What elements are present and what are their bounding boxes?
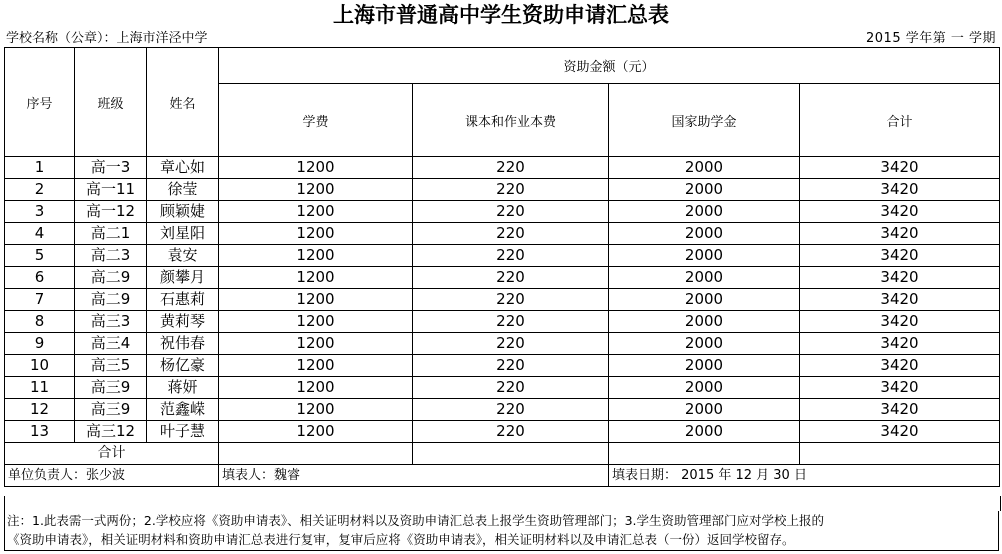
table-row bbox=[5, 267, 1000, 289]
table-row bbox=[5, 311, 1000, 333]
cell-total: 3420 bbox=[800, 399, 1000, 421]
cell-name: 徐莹 bbox=[147, 179, 219, 201]
cell-name: 颜攀月 bbox=[147, 267, 219, 289]
cell-tuition: 1200 bbox=[219, 267, 413, 289]
subsidy-table bbox=[4, 47, 1000, 487]
term-info: 2015 学年第 一 学期 bbox=[866, 31, 996, 46]
table-row bbox=[5, 333, 1000, 355]
cell-tuition: 1200 bbox=[219, 311, 413, 333]
cell-class: 高三4 bbox=[75, 333, 147, 355]
cell-seq: 7 bbox=[5, 289, 75, 311]
header-name: 姓名 bbox=[147, 48, 219, 157]
cell-class: 高三9 bbox=[75, 399, 147, 421]
cell-grant: 2000 bbox=[609, 267, 800, 289]
cell-seq: 9 bbox=[5, 333, 75, 355]
total-books bbox=[413, 443, 609, 465]
cell-name: 袁安 bbox=[147, 245, 219, 267]
total-sum bbox=[800, 443, 1000, 465]
cell-books: 220 bbox=[413, 421, 609, 443]
cell-grant: 2000 bbox=[609, 377, 800, 399]
cell-name: 顾颖婕 bbox=[147, 201, 219, 223]
table-row bbox=[5, 377, 1000, 399]
spacer-row bbox=[4, 496, 1001, 511]
cell-grant: 2000 bbox=[609, 333, 800, 355]
cell-name: 刘星阳 bbox=[147, 223, 219, 245]
table-row bbox=[5, 201, 1000, 223]
cell-seq: 1 bbox=[5, 157, 75, 179]
form-title: 上海市普通高中学生资助申请汇总表 bbox=[333, 2, 669, 27]
cell-books: 220 bbox=[413, 377, 609, 399]
cell-grant: 2000 bbox=[609, 201, 800, 223]
cell-class: 高二1 bbox=[75, 223, 147, 245]
header-class: 班级 bbox=[75, 48, 147, 157]
cell-tuition: 1200 bbox=[219, 421, 413, 443]
cell-total: 3420 bbox=[800, 179, 1000, 201]
cell-seq: 8 bbox=[5, 311, 75, 333]
cell-books: 220 bbox=[413, 179, 609, 201]
cell-class: 高一11 bbox=[75, 179, 147, 201]
cell-total: 3420 bbox=[800, 355, 1000, 377]
cell-tuition: 1200 bbox=[219, 333, 413, 355]
table-row bbox=[5, 399, 1000, 421]
cell-books: 220 bbox=[413, 399, 609, 421]
cell-name: 章心如 bbox=[147, 157, 219, 179]
school-name: 上海市洋泾中学 bbox=[116, 31, 208, 46]
cell-tuition: 1200 bbox=[219, 399, 413, 421]
cell-class: 高二9 bbox=[75, 267, 147, 289]
cell-seq: 3 bbox=[5, 201, 75, 223]
cell-total: 3420 bbox=[800, 333, 1000, 355]
cell-books: 220 bbox=[413, 223, 609, 245]
cell-class: 高二3 bbox=[75, 245, 147, 267]
header-amount-group: 资助金额（元） bbox=[219, 48, 1000, 84]
cell-class: 高二9 bbox=[75, 289, 147, 311]
cell-books: 220 bbox=[413, 157, 609, 179]
school-label: 学校名称（公章）： bbox=[6, 31, 117, 46]
cell-total: 3420 bbox=[800, 311, 1000, 333]
cell-name: 黄莉琴 bbox=[147, 311, 219, 333]
cell-name: 石惠莉 bbox=[147, 289, 219, 311]
cell-name: 祝伟春 bbox=[147, 333, 219, 355]
total-grant bbox=[609, 443, 800, 465]
cell-tuition: 1200 bbox=[219, 201, 413, 223]
header-books: 课本和作业本费 bbox=[413, 84, 609, 157]
form-filler: 填表人：魏睿 bbox=[219, 465, 609, 487]
cell-grant: 2000 bbox=[609, 421, 800, 443]
cell-seq: 10 bbox=[5, 355, 75, 377]
fill-date: 填表日期： 2015 年 12 月 30 日 bbox=[609, 465, 1000, 487]
responsible-person: 单位负责人：张少波 bbox=[5, 465, 219, 487]
notes bbox=[4, 511, 999, 551]
signature-row bbox=[5, 465, 1000, 487]
total-tuition bbox=[219, 443, 413, 465]
cell-name: 范鑫嵘 bbox=[147, 399, 219, 421]
table-row bbox=[5, 223, 1000, 245]
cell-total: 3420 bbox=[800, 289, 1000, 311]
cell-class: 高三9 bbox=[75, 377, 147, 399]
cell-tuition: 1200 bbox=[219, 179, 413, 201]
header-tuition: 学费 bbox=[219, 84, 413, 157]
cell-seq: 12 bbox=[5, 399, 75, 421]
cell-class: 高一12 bbox=[75, 201, 147, 223]
table-row bbox=[5, 421, 1000, 443]
cell-total: 3420 bbox=[800, 157, 1000, 179]
cell-grant: 2000 bbox=[609, 179, 800, 201]
cell-class: 高三12 bbox=[75, 421, 147, 443]
cell-total: 3420 bbox=[800, 267, 1000, 289]
cell-grant: 2000 bbox=[609, 223, 800, 245]
cell-total: 3420 bbox=[800, 201, 1000, 223]
total-row bbox=[5, 443, 1000, 465]
note-line-2: 《资助申请表》，相关证明材料和资助申请汇总表进行复审，复审后应将《资助申请表》，相关证明材料以及申请汇总表（一份）返回学校留存。 bbox=[7, 532, 795, 547]
cell-name: 杨亿豪 bbox=[147, 355, 219, 377]
cell-books: 220 bbox=[413, 289, 609, 311]
table-row bbox=[5, 289, 1000, 311]
cell-grant: 2000 bbox=[609, 245, 800, 267]
cell-name: 叶子慧 bbox=[147, 421, 219, 443]
cell-grant: 2000 bbox=[609, 399, 800, 421]
cell-books: 220 bbox=[413, 201, 609, 223]
cell-tuition: 1200 bbox=[219, 377, 413, 399]
cell-grant: 2000 bbox=[609, 355, 800, 377]
cell-name: 蒋妍 bbox=[147, 377, 219, 399]
cell-books: 220 bbox=[413, 267, 609, 289]
header-subtotal: 合计 bbox=[800, 84, 1000, 157]
cell-grant: 2000 bbox=[609, 311, 800, 333]
cell-total: 3420 bbox=[800, 377, 1000, 399]
cell-tuition: 1200 bbox=[219, 157, 413, 179]
header-grant: 国家助学金 bbox=[609, 84, 800, 157]
cell-tuition: 1200 bbox=[219, 245, 413, 267]
table-row bbox=[5, 179, 1000, 201]
cell-books: 220 bbox=[413, 245, 609, 267]
cell-books: 220 bbox=[413, 311, 609, 333]
cell-total: 3420 bbox=[800, 245, 1000, 267]
cell-class: 高三5 bbox=[75, 355, 147, 377]
note-line-1: 注：1.此表需一式两份；2.学校应将《资助申请表》、相关证明材料以及资助申请汇总表上报学生资助管理部门；3.学生资助管理部门应对学校上报的 bbox=[7, 513, 825, 528]
cell-seq: 13 bbox=[5, 421, 75, 443]
table-row bbox=[5, 245, 1000, 267]
cell-grant: 2000 bbox=[609, 157, 800, 179]
cell-seq: 6 bbox=[5, 267, 75, 289]
cell-books: 220 bbox=[413, 333, 609, 355]
cell-seq: 5 bbox=[5, 245, 75, 267]
cell-seq: 2 bbox=[5, 179, 75, 201]
meta-row bbox=[4, 30, 998, 48]
cell-class: 高三3 bbox=[75, 311, 147, 333]
cell-total: 3420 bbox=[800, 223, 1000, 245]
header-seq: 序号 bbox=[5, 48, 75, 157]
school-info bbox=[6, 30, 208, 47]
cell-tuition: 1200 bbox=[219, 289, 413, 311]
cell-total: 3420 bbox=[800, 421, 1000, 443]
cell-grant: 2000 bbox=[609, 289, 800, 311]
cell-books: 220 bbox=[413, 355, 609, 377]
cell-class: 高一3 bbox=[75, 157, 147, 179]
cell-seq: 11 bbox=[5, 377, 75, 399]
total-label: 合计 bbox=[5, 443, 219, 465]
cell-tuition: 1200 bbox=[219, 355, 413, 377]
cell-seq: 4 bbox=[5, 223, 75, 245]
table-row bbox=[5, 355, 1000, 377]
cell-tuition: 1200 bbox=[219, 223, 413, 245]
table-row bbox=[5, 157, 1000, 179]
